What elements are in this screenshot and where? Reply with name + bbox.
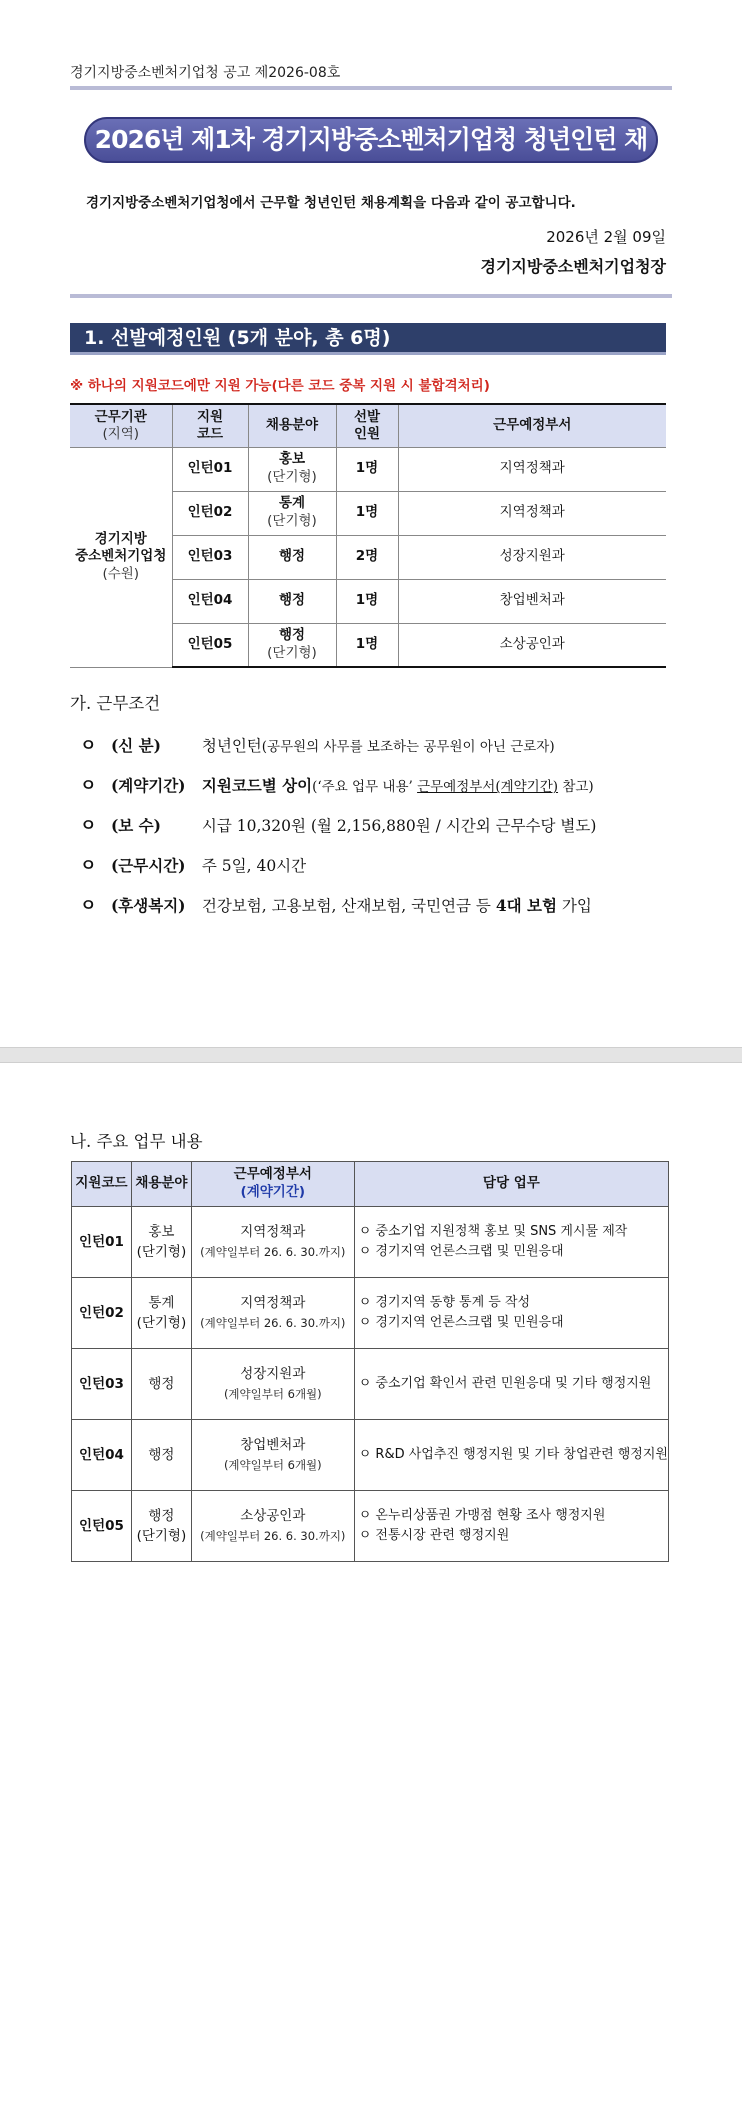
field-cell: 통계 (단기형)	[131, 1278, 191, 1349]
condition-text: 가입	[556, 897, 592, 915]
header-bottom-rule	[70, 294, 672, 298]
intro-text: 경기지방중소벤처기업청에서 근무할 청년인턴 채용계획을 다음과 같이 공고합니다.	[86, 195, 576, 211]
duplicate-application-warning: ※ 하나의 지원코드에만 지원 가능(다른 코드 중복 지원 시 불합격처리)	[70, 378, 490, 394]
col-agency: 근무기관 (지역)	[70, 404, 172, 447]
bullet-marker: ㅇ	[80, 736, 97, 756]
table-row	[72, 1491, 669, 1562]
dept-cell: 성장지원과	[398, 535, 666, 579]
col-field: 채용분야	[131, 1162, 191, 1207]
condition-label: (신 분)	[110, 736, 161, 755]
table-header-row	[72, 1162, 669, 1207]
count-cell: 1명	[336, 623, 398, 667]
condition-welfare	[80, 891, 592, 916]
code-cell: 인턴05	[72, 1491, 132, 1562]
dept-cell: 지역정책과 (계약일부터 26. 6. 30.까지)	[191, 1207, 354, 1278]
field-cell: 행정 (단기형)	[131, 1491, 191, 1562]
condition-text: 건강보험, 고용보험, 산재보험, 국민연금 등	[201, 897, 496, 915]
condition-text: 청년인턴	[201, 737, 262, 755]
page-separator	[0, 1047, 742, 1063]
code-cell: 인턴02	[72, 1278, 132, 1349]
condition-label: (후생복지)	[110, 896, 186, 915]
dept-cell: 성장지원과 (계약일부터 6개월)	[191, 1349, 354, 1420]
issuer-name: 경기지방중소벤처기업청장	[480, 257, 666, 276]
col-field: 채용분야	[248, 404, 336, 447]
col-code: 지원코드	[72, 1162, 132, 1207]
count-cell: 1명	[336, 579, 398, 623]
count-cell: 1명	[336, 447, 398, 491]
table-row	[70, 447, 666, 491]
dept-cell: 소상공인과 (계약일부터 26. 6. 30.까지)	[191, 1491, 354, 1562]
field-cell: 행정	[131, 1420, 191, 1491]
col-dept: 근무예정부서	[398, 404, 666, 447]
duty-cell: ㅇ 중소기업 확인서 관련 민원응대 및 기타 행정지원	[354, 1349, 668, 1420]
bullet-marker: ㅇ	[80, 856, 97, 876]
duty-cell: ㅇ R&D 사업추진 행정지원 및 기타 창업관련 행정지원	[354, 1420, 668, 1491]
field-cell: 행정	[248, 579, 336, 623]
condition-label: (계약기간)	[110, 776, 186, 795]
condition-text: 시급 10,320원 (월 2,156,880원 / 시간외 근무수당 별도)	[201, 817, 597, 835]
conditions-heading: 가. 근무조건	[70, 694, 161, 713]
duty-cell: ㅇ 온누리상품권 가맹점 현황 조사 행정지원 ㅇ 전통시장 관련 행정지원	[354, 1491, 668, 1562]
code-cell: 인턴02	[172, 491, 248, 535]
selection-table	[70, 403, 666, 668]
bullet-marker: ㅇ	[80, 896, 97, 916]
document-page-1	[0, 0, 742, 1047]
condition-note: (공무원의 사무를 보조하는 공무원이 아닌 근로자)	[261, 739, 555, 755]
code-cell: 인턴01	[72, 1207, 132, 1278]
field-cell: 행정	[131, 1349, 191, 1420]
field-cell: 통계 (단기형)	[248, 491, 336, 535]
code-cell: 인턴01	[172, 447, 248, 491]
code-cell: 인턴05	[172, 623, 248, 667]
agency-cell: 경기지방 중소벤처기업청 (수원)	[70, 447, 172, 667]
dept-cell: 지역정책과	[398, 447, 666, 491]
condition-note: 참고)	[558, 779, 594, 795]
dept-cell: 지역정책과 (계약일부터 26. 6. 30.까지)	[191, 1278, 354, 1349]
duties-heading: 나. 주요 업무 내용	[70, 1132, 203, 1151]
dept-cell: 창업벤처과	[398, 579, 666, 623]
notice-date: 2026년 2월 09일	[546, 228, 666, 246]
bullet-marker: ㅇ	[80, 816, 97, 836]
notice-title-banner: 2026년 제1차 경기지방중소벤처기업청 청년인턴 채용 공고	[84, 117, 658, 163]
document-page-2	[0, 1063, 742, 2112]
code-cell: 인턴03	[172, 535, 248, 579]
condition-text-bold: 4대 보험	[495, 896, 557, 915]
dept-cell: 소상공인과	[398, 623, 666, 667]
field-cell: 홍보 (단기형)	[248, 447, 336, 491]
table-header-row	[70, 404, 666, 447]
code-cell: 인턴03	[72, 1349, 132, 1420]
code-cell: 인턴04	[172, 579, 248, 623]
count-cell: 1명	[336, 491, 398, 535]
table-row	[72, 1349, 669, 1420]
table-row	[72, 1207, 669, 1278]
field-cell: 행정 (단기형)	[248, 623, 336, 667]
col-dept: 근무예정부서 (계약기간)	[191, 1162, 354, 1207]
condition-note: (‘주요 업무 내용’	[312, 779, 418, 795]
condition-status	[80, 731, 555, 756]
condition-label: (근무시간)	[110, 856, 186, 875]
condition-note-underlined: 근무예정부서(계약기간)	[417, 779, 559, 795]
header-rule	[70, 86, 672, 90]
condition-text: 주 5일, 40시간	[201, 857, 307, 875]
condition-label: (보 수)	[110, 816, 161, 835]
col-code: 지원 코드	[172, 404, 248, 447]
duty-cell: ㅇ 중소기업 지원정책 홍보 및 SNS 게시물 제작 ㅇ 경기지역 언론스크랩 및 민원응대	[354, 1207, 668, 1278]
condition-hours	[80, 851, 306, 876]
bullet-marker: ㅇ	[80, 776, 97, 796]
condition-contract-period	[80, 771, 594, 796]
duties-table	[71, 1161, 669, 1562]
col-count: 선발 인원	[336, 404, 398, 447]
field-cell: 행정	[248, 535, 336, 579]
table-row	[72, 1278, 669, 1349]
condition-text: 지원코드별 상이	[201, 776, 313, 795]
dept-cell: 지역정책과	[398, 491, 666, 535]
condition-pay	[80, 811, 596, 836]
table-row	[72, 1420, 669, 1491]
code-cell: 인턴04	[72, 1420, 132, 1491]
notice-number: 경기지방중소벤처기업청 공고 제2026-08호	[70, 65, 341, 81]
dept-cell: 창업벤처과 (계약일부터 6개월)	[191, 1420, 354, 1491]
count-cell: 2명	[336, 535, 398, 579]
duty-cell: ㅇ 경기지역 동향 통계 등 작성 ㅇ 경기지역 언론스크랩 및 민원응대	[354, 1278, 668, 1349]
col-duty: 담당 업무	[354, 1162, 668, 1207]
field-cell: 홍보 (단기형)	[131, 1207, 191, 1278]
section-heading-selection: 1. 선발예정인원 (5개 분야, 총 6명)	[70, 323, 666, 355]
